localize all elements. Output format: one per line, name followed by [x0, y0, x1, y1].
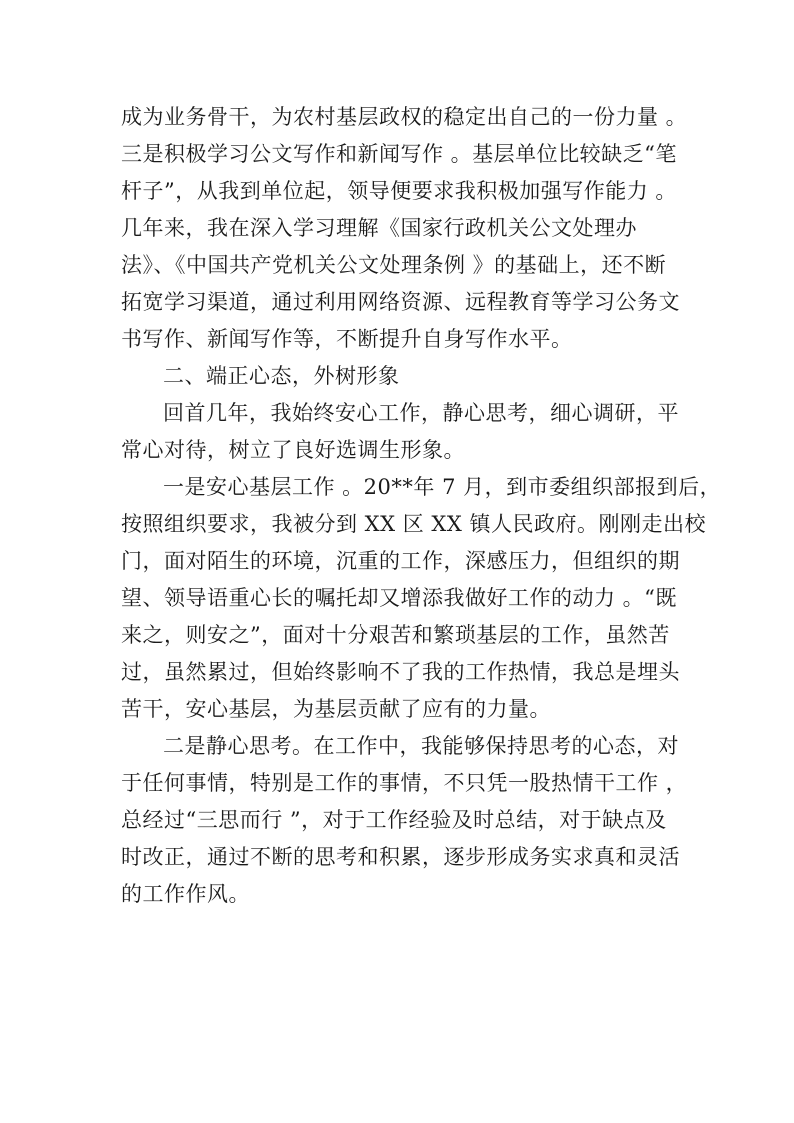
text-line: 二是静心思考。在工作中，我能够保持思考的心态，对: [163, 734, 679, 758]
text-line: 望、领导语重心长的嘱托却又增添我做好工作的动力 。“既: [121, 586, 677, 610]
text-line: 按照组织要求，我被分到 XX 区 XX 镇人民政府。刚刚走出校: [121, 512, 706, 536]
text-line: 的工作作风。: [121, 882, 250, 906]
section-heading: 二、端正心态，外树形象: [163, 364, 400, 388]
text-line: 几年来，我在深入学习理解《国家行政机关公文处理办: [121, 216, 637, 240]
text-line: 常心对待，树立了良好选调生形象。: [121, 438, 465, 462]
text-line: 书写作、新闻写作等，不断提升自身写作水平。: [121, 327, 573, 351]
text-line: 总经过“三思而行 ”，对于工作经验及时总结，对于缺点及: [121, 808, 667, 832]
text-line: 时改正，通过不断的思考和积累，逐步形成务实求真和灵活: [121, 845, 680, 869]
text-line: 来之，则安之”，面对十分艰苦和繁琐基层的工作，虽然苦: [121, 623, 670, 647]
text-line: 成为业务骨干，为农村基层政权的稳定出自己的一份力量 。: [121, 105, 688, 129]
text-line: 于任何事情，特别是工作的事情，不只凭一股热情干工作 ，: [121, 771, 688, 795]
text-line: 过，虽然累过，但始终影响不了我的工作热情，我总是埋头: [121, 660, 680, 684]
text-line: 杆子”，从我到单位起，领导便要求我积极加强写作能力 。: [121, 179, 677, 203]
text-line: 拓宽学习渠道，通过利用网络资源、远程教育等学习公务文: [121, 290, 680, 314]
text-line: 一是安心基层工作 。20**年 7 月，到市委组织部报到后，: [163, 475, 722, 499]
document-body: [121, 99, 722, 913]
text-line: 门，面对陌生的环境，沉重的工作，深感压力，但组织的期: [121, 549, 680, 573]
text-line: 苦干，安心基层，为基层贡献了应有的力量。: [121, 697, 551, 721]
text-line: 回首几年，我始终安心工作，静心思考，细心调研，平: [163, 401, 679, 425]
text-line: 三是积极学习公文写作和新闻写作 。基层单位比较缺乏“笔: [121, 142, 677, 166]
text-line: 法》、《中国共产党机关公文处理条例 》的基础上，还不断: [121, 253, 667, 277]
